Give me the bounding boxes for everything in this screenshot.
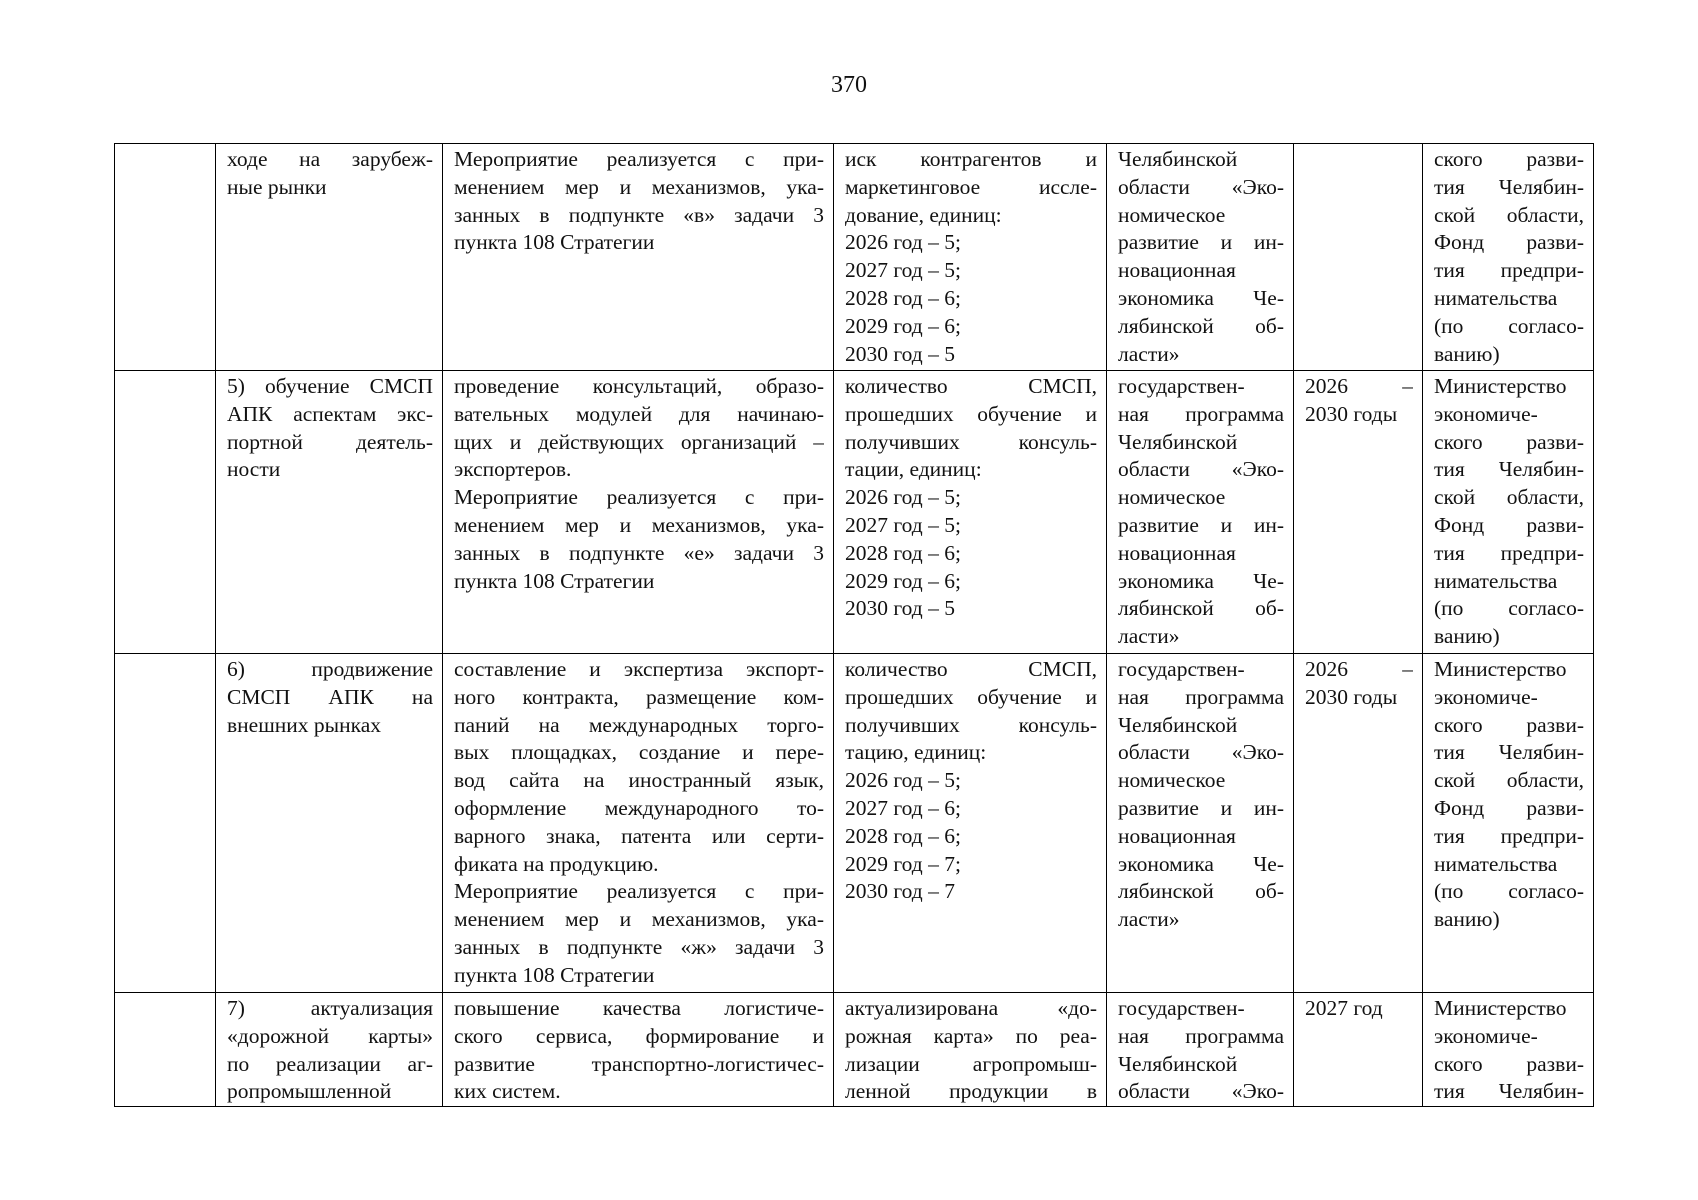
measure-name-cell: [216, 371, 443, 654]
cell-text-line: внешних рынках: [227, 712, 382, 737]
cell-text-line: Фонд разви-: [1434, 512, 1584, 537]
measure-name-cell: [216, 993, 443, 1107]
cell-text-line: ской области,: [1434, 768, 1584, 793]
cell-text-line: получивших консуль-: [845, 712, 1097, 737]
cell-text-line: ная программа: [1118, 1023, 1284, 1048]
cell-text-line: новационная: [1118, 258, 1236, 283]
cell-text-line: 2030 год – 7: [845, 879, 955, 904]
cell-text-line: тия Челябин-: [1434, 740, 1584, 765]
indicator-cell: [834, 993, 1107, 1107]
cell-text-line: портной деятель-: [227, 429, 433, 454]
cell-text-line: менением мер и механизмов, ука-: [454, 512, 824, 537]
cell-text-line: области «Эко-: [1118, 1079, 1284, 1104]
cell-text-line: экономиче-: [1434, 684, 1538, 709]
cell-text-line: ванию): [1434, 624, 1500, 649]
cell-text-line: вательных модулей для начинаю-: [454, 401, 824, 426]
cell-text-line: Мероприятие реализуется с при-: [454, 879, 824, 904]
cell-text-line: 2027 год – 5;: [845, 258, 961, 283]
cell-text-line: получивших консуль-: [845, 429, 1097, 454]
cell-text-line: экономика Че-: [1118, 285, 1284, 310]
cell-text-line: ленной продукции в: [845, 1079, 1097, 1104]
cell-text-line: 2026 –: [1305, 374, 1413, 398]
table-row: [115, 144, 1594, 371]
cell-text-line: 2028 год – 6;: [845, 285, 961, 310]
cell-text-line: маркетинговое иссле-: [845, 174, 1097, 199]
cell-text-line: щих и действующих организаций –: [454, 429, 824, 454]
cell-text-line: развитие и ин-: [1118, 795, 1284, 820]
executor-cell: [1423, 144, 1594, 371]
cell-text-line: составление и экспертиза экспорт-: [454, 657, 824, 681]
indicator-cell: [834, 144, 1107, 371]
cell-text-line: 7) актуализация: [227, 996, 433, 1020]
cell-text-line: 5) обучение СМСП: [227, 374, 433, 398]
cell-text-line: количество СМСП,: [845, 374, 1097, 398]
cell-text-line: (по согласо-: [1434, 313, 1584, 338]
cell-text-line: 2028 год – 6;: [845, 823, 961, 848]
cell-text-line: номическое: [1118, 202, 1226, 227]
cell-text-line: паний на международных торго-: [454, 712, 824, 737]
executor-cell: [1423, 993, 1594, 1107]
cell-text-line: менением мер и механизмов, ука-: [454, 907, 824, 932]
cell-text-line: оформление международного то-: [454, 795, 824, 820]
cell-text-line: занных в подпункте «ж» задачи 3: [454, 934, 824, 959]
cell-text-line: номическое: [1118, 768, 1226, 793]
cell-text-line: Челябинской: [1118, 147, 1238, 171]
cell-text-line: иск контрагентов и: [845, 147, 1097, 171]
cell-text-line: развитие транспортно-логистичес-: [454, 1051, 824, 1076]
measure-content-cell: [443, 144, 834, 371]
cell-text-line: занных в подпункте «в» задачи 3: [454, 202, 824, 227]
cell-text-line: пункта 108 Стратегии: [454, 230, 655, 255]
cell-text-line: Челябинской: [1118, 429, 1238, 454]
cell-text-line: занных в подпункте «е» задачи 3: [454, 540, 824, 565]
cell-text-line: ского разви-: [1434, 712, 1584, 737]
cell-text-line: 2030 годы: [1305, 684, 1398, 709]
cell-text-line: тия предпри-: [1434, 540, 1584, 565]
cell-text-line: 2029 год – 7;: [845, 851, 961, 876]
cell-text-line: экономика Че-: [1118, 851, 1284, 876]
cell-text-line: ской области,: [1434, 202, 1584, 227]
cell-text-line: экономиче-: [1434, 1023, 1538, 1048]
program-cell: [1107, 654, 1294, 993]
cell-text-line: 2030 год – 5: [845, 341, 955, 366]
cell-text-line: лябинской об-: [1118, 313, 1284, 338]
cell-text-line: варного знака, патента или серти-: [454, 823, 824, 848]
number-cell: [115, 654, 216, 993]
measure-content-cell: [443, 993, 834, 1107]
cell-text-line: тации, единиц:: [845, 457, 982, 482]
cell-text-line: 2030 год – 5: [845, 596, 955, 621]
cell-text-line: тия Челябин-: [1434, 174, 1584, 199]
cell-text-line: СМСП АПК на: [227, 684, 433, 709]
cell-text-line: новационная: [1118, 540, 1236, 565]
cell-text-line: нимательства: [1434, 851, 1558, 876]
term-cell: [1294, 371, 1423, 654]
number-cell: [115, 993, 216, 1107]
cell-text-line: 2026 год – 5;: [845, 485, 961, 510]
measure-name-cell: [216, 144, 443, 371]
cell-text-line: лизации агропромыш-: [845, 1051, 1097, 1076]
cell-text-line: лябинской об-: [1118, 596, 1284, 621]
cell-text-line: 2029 год – 6;: [845, 568, 961, 593]
cell-text-line: тия предпри-: [1434, 258, 1584, 283]
page-number: 370: [831, 72, 867, 98]
cell-text-line: Фонд разви-: [1434, 230, 1584, 255]
cell-text-line: ского разви-: [1434, 1051, 1584, 1076]
cell-text-line: 2027 год – 6;: [845, 795, 961, 820]
cell-text-line: ного контракта, размещение ком-: [454, 684, 824, 709]
cell-text-line: 2028 год – 6;: [845, 540, 961, 565]
cell-text-line: 2026 год – 5;: [845, 768, 961, 793]
cell-text-line: Министерство: [1434, 374, 1567, 398]
indicator-cell: [834, 371, 1107, 654]
cell-text-line: ласти»: [1118, 341, 1180, 366]
cell-text-line: развитие и ин-: [1118, 512, 1284, 537]
term-cell: [1294, 993, 1423, 1107]
cell-text-line: ской области,: [1434, 485, 1584, 510]
cell-text-line: дование, единиц:: [845, 202, 1002, 227]
cell-text-line: Мероприятие реализуется с при-: [454, 147, 824, 171]
cell-text-line: развитие и ин-: [1118, 230, 1284, 255]
cell-text-line: ласти»: [1118, 624, 1180, 649]
cell-text-line: ная программа: [1118, 401, 1284, 426]
cell-text-line: ского разви-: [1434, 429, 1584, 454]
program-cell: [1107, 993, 1294, 1107]
measures-table: [114, 143, 1594, 1107]
cell-text-line: 2026 год – 5;: [845, 230, 961, 255]
cell-text-line: области «Эко-: [1118, 740, 1284, 765]
cell-text-line: ванию): [1434, 907, 1500, 932]
term-cell: [1294, 144, 1423, 371]
cell-text-line: ная программа: [1118, 684, 1284, 709]
cell-text-line: 2030 годы: [1305, 401, 1398, 426]
cell-text-line: ского разви-: [1434, 147, 1584, 171]
cell-text-line: Министерство: [1434, 657, 1567, 681]
cell-text-line: тия Челябин-: [1434, 457, 1584, 482]
cell-text-line: Челябинской: [1118, 712, 1238, 737]
cell-text-line: количество СМСП,: [845, 657, 1097, 681]
cell-text-line: проведение консультаций, образо-: [454, 374, 824, 398]
cell-text-line: 2029 год – 6;: [845, 313, 961, 338]
program-cell: [1107, 144, 1294, 371]
cell-text-line: области «Эко-: [1118, 174, 1284, 199]
cell-text-line: ласти»: [1118, 907, 1180, 932]
term-cell: [1294, 654, 1423, 993]
cell-text-line: экспортеров.: [454, 457, 572, 482]
cell-text-line: (по согласо-: [1434, 879, 1584, 904]
cell-text-line: тия предпри-: [1434, 823, 1584, 848]
cell-text-line: области «Эко-: [1118, 457, 1284, 482]
cell-text-line: актуализирована «до-: [845, 996, 1097, 1020]
cell-text-line: ные рынки: [227, 174, 327, 199]
table-row: [115, 993, 1594, 1107]
cell-text-line: нимательства: [1434, 568, 1558, 593]
cell-text-line: лябинской об-: [1118, 879, 1284, 904]
cell-text-line: тацию, единиц:: [845, 740, 987, 765]
cell-text-line: экономиче-: [1434, 401, 1538, 426]
cell-text-line: по реализации аг-: [227, 1051, 433, 1076]
table-row: [115, 371, 1594, 654]
cell-text-line: 6) продвижение: [227, 657, 433, 681]
indicator-cell: [834, 654, 1107, 993]
cell-text-line: (по согласо-: [1434, 596, 1584, 621]
cell-text-line: фиката на продукцию.: [454, 851, 659, 876]
cell-text-line: 2027 год: [1305, 996, 1383, 1020]
cell-text-line: 2026 –: [1305, 657, 1413, 681]
cell-text-line: ского сервиса, формирование и: [454, 1023, 824, 1048]
cell-text-line: ходе на зарубеж-: [227, 147, 433, 171]
cell-text-line: повышение качества логистиче-: [454, 996, 824, 1020]
cell-text-line: Мероприятие реализуется с при-: [454, 485, 824, 510]
cell-text-line: вод сайта на иностранный язык,: [454, 768, 824, 793]
executor-cell: [1423, 371, 1594, 654]
cell-text-line: пункта 108 Стратегии: [454, 962, 655, 987]
cell-text-line: государствен-: [1118, 657, 1245, 681]
cell-text-line: «дорожной карты»: [227, 1023, 433, 1048]
executor-cell: [1423, 654, 1594, 993]
number-cell: [115, 371, 216, 654]
measure-name-cell: [216, 654, 443, 993]
cell-text-line: Министерство: [1434, 996, 1567, 1020]
cell-text-line: государствен-: [1118, 996, 1245, 1020]
cell-text-line: номическое: [1118, 485, 1226, 510]
cell-text-line: вых площадках, создание и пере-: [454, 740, 824, 765]
cell-text-line: менением мер и механизмов, ука-: [454, 174, 824, 199]
cell-text-line: ности: [227, 457, 281, 482]
cell-text-line: 2027 год – 5;: [845, 512, 961, 537]
program-cell: [1107, 371, 1294, 654]
cell-text-line: прошедших обучение и: [845, 684, 1097, 709]
cell-text-line: тия Челябин-: [1434, 1079, 1584, 1104]
cell-text-line: рожная карта» по реа-: [845, 1023, 1097, 1048]
number-cell: [115, 144, 216, 371]
cell-text-line: Челябинской: [1118, 1051, 1238, 1076]
cell-text-line: нимательства: [1434, 285, 1558, 310]
cell-text-line: экономика Че-: [1118, 568, 1284, 593]
cell-text-line: ких систем.: [454, 1079, 561, 1104]
cell-text-line: пункта 108 Стратегии: [454, 568, 655, 593]
cell-text-line: ропромышленной: [227, 1079, 392, 1104]
cell-text-line: государствен-: [1118, 374, 1245, 398]
cell-text-line: АПК аспектам экс-: [227, 401, 433, 426]
cell-text-line: ванию): [1434, 341, 1500, 366]
cell-text-line: прошедших обучение и: [845, 401, 1097, 426]
measure-content-cell: [443, 371, 834, 654]
table-row: [115, 654, 1594, 993]
cell-text-line: новационная: [1118, 823, 1236, 848]
measure-content-cell: [443, 654, 834, 993]
cell-text-line: Фонд разви-: [1434, 795, 1584, 820]
